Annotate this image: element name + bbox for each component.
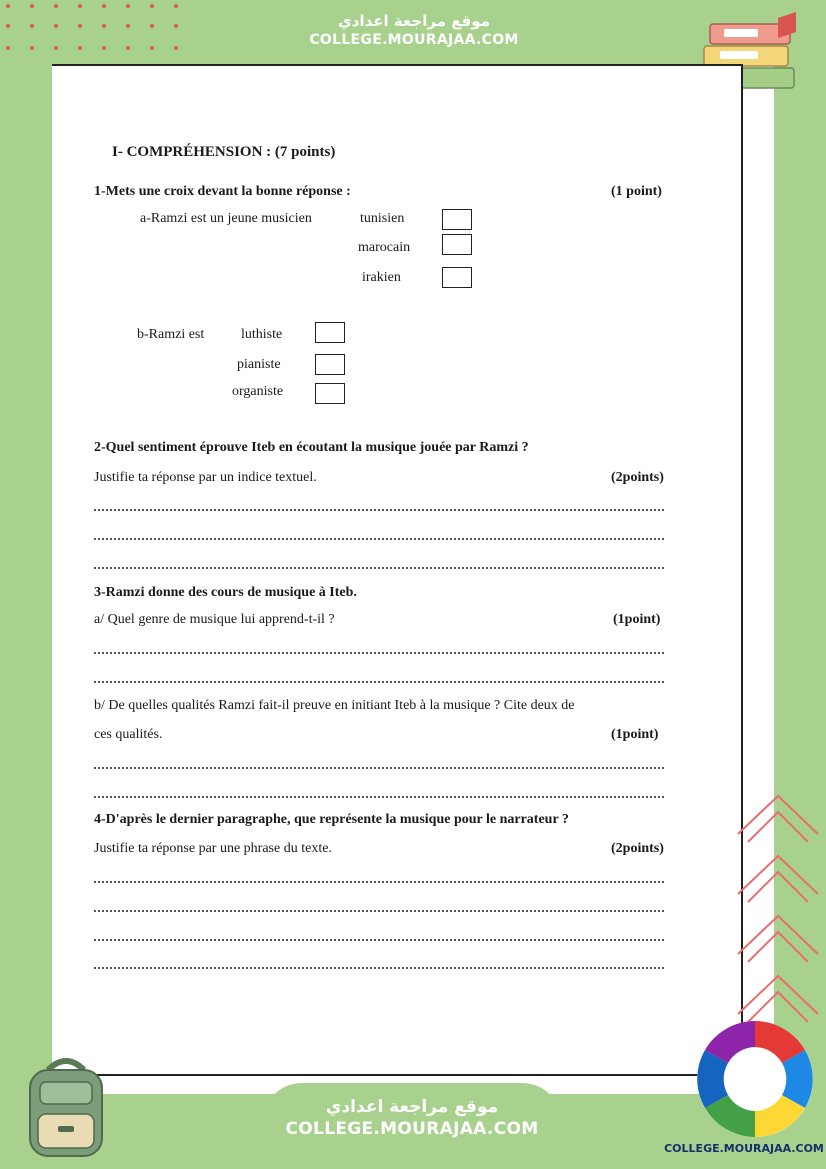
answer-line[interactable] — [94, 796, 664, 798]
checkbox-organiste[interactable] — [315, 383, 345, 404]
footer-banner — [262, 1083, 562, 1169]
q2-prompt-line2: Justifie ta réponse par un indice textuel. — [94, 470, 317, 485]
q1-b-label: b-Ramzi est — [137, 327, 205, 342]
footer-arabic-title: موقع مراجعة اعدادي — [325, 1097, 499, 1117]
q3-a-prompt: a/ Quel genre de musique lui apprend-t-il ? — [94, 612, 335, 627]
backpack-icon — [18, 1052, 114, 1160]
checkbox-pianiste[interactable] — [315, 354, 345, 375]
answer-line[interactable] — [94, 767, 664, 769]
answer-line[interactable] — [94, 538, 664, 540]
q1-a-option-label: tunisien — [360, 211, 405, 226]
site-logo-icon — [694, 1018, 816, 1140]
answer-line[interactable] — [94, 967, 664, 969]
decorative-dots — [0, 0, 200, 60]
q4-points: (2points) — [611, 841, 664, 856]
site-logo-text: COLLEGE.MOURAJAA.COM — [664, 1142, 824, 1155]
checkbox-luthiste[interactable] — [315, 322, 345, 343]
answer-line[interactable] — [94, 652, 664, 654]
q1-b-option-label: luthiste — [241, 327, 283, 342]
q3-b-points: (1point) — [611, 727, 659, 742]
q1-b-option-label: organiste — [232, 384, 284, 399]
checkbox-marocain[interactable] — [442, 234, 472, 255]
checkbox-irakien[interactable] — [442, 267, 472, 288]
q1-a-option-label: irakien — [362, 270, 401, 285]
q3-a-points: (1point) — [613, 612, 661, 627]
q3-intro: 3-Ramzi donne des cours de musique à Iteb. — [94, 585, 357, 600]
frame-left — [0, 0, 52, 1169]
answer-line[interactable] — [94, 939, 664, 941]
q4-prompt-line1: 4-D'après le dernier paragraphe, que représente la musique pour le narrateur ? — [94, 812, 569, 827]
chevron-up-icon — [734, 790, 822, 1050]
q1-prompt: 1-Mets une croix devant la bonne réponse : — [94, 184, 351, 199]
q1-a-option-label: marocain — [358, 240, 411, 255]
footer-site-link[interactable]: COLLEGE.MOURAJAA.COM — [285, 1119, 539, 1139]
checkbox-tunisien[interactable] — [442, 209, 472, 230]
section-title: I- COMPRÉHENSION : (7 points) — [112, 144, 336, 160]
answer-line[interactable] — [94, 681, 664, 683]
q3-b-prompt-line2: ces qualités. — [94, 727, 163, 742]
q3-b-prompt-line1: b/ De quelles qualités Ramzi fait-il preuve en initiant Iteb à la musique ? Cite deux de — [94, 698, 575, 713]
answer-line[interactable] — [94, 910, 664, 912]
q1-b-option-label: pianiste — [237, 357, 281, 372]
answer-line[interactable] — [94, 509, 664, 511]
answer-line[interactable] — [94, 881, 664, 883]
header-banner — [264, 6, 564, 60]
q4-prompt-line2: Justifie ta réponse par une phrase du texte. — [94, 841, 332, 856]
answer-line[interactable] — [94, 567, 664, 569]
q2-prompt-line1: 2-Quel sentiment éprouve Iteb en écoutant la musique jouée par Ramzi ? — [94, 440, 529, 455]
q1-a-label: a-Ramzi est un jeune musicien — [140, 211, 312, 226]
header-site-link[interactable]: COLLEGE.MOURAJAA.COM — [309, 32, 519, 48]
q2-points: (2points) — [611, 470, 664, 485]
q1-points: (1 point) — [611, 184, 662, 199]
header-arabic-title: موقع مراجعة اعدادي — [338, 12, 490, 30]
